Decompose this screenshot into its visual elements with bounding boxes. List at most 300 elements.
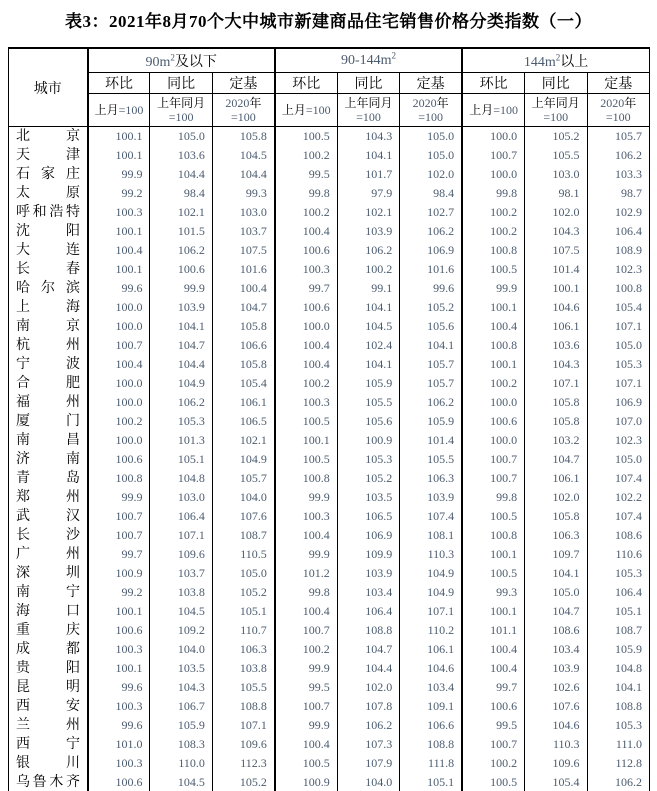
value-cell: 106.2 bbox=[337, 241, 399, 260]
value-cell: 108.6 bbox=[525, 621, 587, 640]
value-cell: 103.4 bbox=[337, 583, 399, 602]
value-cell: 105.8 bbox=[525, 507, 587, 526]
header-base bbox=[275, 94, 337, 127]
value-cell: 107.1 bbox=[587, 374, 650, 393]
value-cell: 103.0 bbox=[150, 488, 212, 507]
value-cell: 106.5 bbox=[337, 507, 399, 526]
city-name-text: 海口 bbox=[16, 604, 80, 619]
city-name bbox=[9, 184, 88, 203]
value-cell: 104.5 bbox=[150, 773, 212, 791]
value-cell: 110.2 bbox=[400, 621, 462, 640]
value-cell: 100.4 bbox=[275, 602, 337, 621]
value-cell: 103.0 bbox=[525, 165, 587, 184]
value-cell: 106.1 bbox=[400, 640, 462, 659]
value-cell: 108.6 bbox=[587, 526, 650, 545]
value-cell: 100.0 bbox=[275, 317, 337, 336]
city-name-text: 沈阳 bbox=[16, 224, 80, 239]
value-cell: 100.0 bbox=[88, 393, 150, 412]
city-name bbox=[9, 241, 88, 260]
value-cell: 100.6 bbox=[88, 621, 150, 640]
value-cell: 104.3 bbox=[337, 127, 399, 147]
value-cell: 100.4 bbox=[275, 336, 337, 355]
value-cell: 99.9 bbox=[150, 279, 212, 298]
value-cell: 100.0 bbox=[88, 374, 150, 393]
value-cell: 104.7 bbox=[337, 640, 399, 659]
value-cell: 104.8 bbox=[150, 469, 212, 488]
value-cell: 101.4 bbox=[525, 260, 587, 279]
value-cell: 106.4 bbox=[150, 507, 212, 526]
header-base bbox=[462, 94, 524, 127]
header-city bbox=[9, 48, 88, 127]
header-group-size: 90m bbox=[145, 54, 171, 70]
header-group-suffix: 及以下 bbox=[174, 54, 217, 70]
value-cell: 100.1 bbox=[462, 355, 524, 374]
value-cell: 99.2 bbox=[88, 583, 150, 602]
value-cell: 105.6 bbox=[337, 412, 399, 431]
value-cell: 100.6 bbox=[88, 450, 150, 469]
value-cell: 100.4 bbox=[275, 735, 337, 754]
value-cell: 100.8 bbox=[275, 469, 337, 488]
value-cell: 104.1 bbox=[337, 298, 399, 317]
value-cell: 99.6 bbox=[88, 279, 150, 298]
value-cell: 103.6 bbox=[525, 336, 587, 355]
value-cell: 99.9 bbox=[462, 279, 524, 298]
value-cell: 100.5 bbox=[275, 127, 337, 147]
city-name-text: 西安 bbox=[16, 699, 80, 714]
value-cell: 101.5 bbox=[150, 222, 212, 241]
table-row bbox=[9, 488, 650, 507]
value-cell: 108.8 bbox=[337, 621, 399, 640]
superscript-2: 2 bbox=[555, 51, 561, 62]
value-cell: 100.3 bbox=[275, 393, 337, 412]
value-cell: 105.3 bbox=[587, 355, 650, 374]
value-cell: 107.1 bbox=[587, 317, 650, 336]
value-cell: 107.1 bbox=[400, 602, 462, 621]
value-cell: 109.1 bbox=[400, 697, 462, 716]
value-cell: 99.7 bbox=[275, 279, 337, 298]
city-name-text: 武汉 bbox=[16, 509, 80, 524]
value-cell: 107.8 bbox=[337, 697, 399, 716]
table-row bbox=[9, 127, 650, 147]
value-cell: 107.1 bbox=[212, 716, 274, 735]
value-cell: 105.0 bbox=[525, 583, 587, 602]
value-cell: 99.9 bbox=[275, 488, 337, 507]
value-cell: 99.3 bbox=[462, 583, 524, 602]
value-cell: 104.1 bbox=[337, 355, 399, 374]
value-cell: 106.5 bbox=[212, 412, 274, 431]
value-cell: 103.9 bbox=[337, 564, 399, 583]
value-cell: 104.6 bbox=[525, 298, 587, 317]
value-cell: 109.6 bbox=[212, 735, 274, 754]
value-cell: 100.7 bbox=[88, 526, 150, 545]
value-cell: 102.0 bbox=[337, 678, 399, 697]
value-cell: 111.8 bbox=[400, 754, 462, 773]
city-name-text: 太原 bbox=[16, 186, 80, 201]
value-cell: 107.4 bbox=[587, 507, 650, 526]
value-cell: 103.7 bbox=[212, 222, 274, 241]
value-cell: 107.6 bbox=[525, 697, 587, 716]
value-cell: 106.9 bbox=[587, 393, 650, 412]
header-base-text: 2020 bbox=[225, 96, 250, 110]
value-cell: 100.7 bbox=[88, 507, 150, 526]
city-name bbox=[9, 545, 88, 564]
city-name-text: 济南 bbox=[16, 452, 80, 467]
header-base bbox=[212, 94, 274, 127]
header-base-text: 上年同月 bbox=[157, 96, 206, 110]
value-cell: 100.1 bbox=[462, 298, 524, 317]
table-header bbox=[9, 48, 650, 127]
superscript-2: 2 bbox=[391, 49, 396, 60]
value-cell: 112.3 bbox=[212, 754, 274, 773]
city-name-text: 合肥 bbox=[16, 376, 80, 391]
table-row bbox=[9, 716, 650, 735]
value-cell: 105.3 bbox=[587, 564, 650, 583]
value-cell: 104.3 bbox=[525, 355, 587, 374]
header-base-text: =100 bbox=[118, 103, 144, 117]
value-cell: 102.7 bbox=[400, 203, 462, 222]
value-cell: 105.1 bbox=[400, 773, 462, 791]
value-cell: 104.8 bbox=[587, 659, 650, 678]
value-cell: 104.1 bbox=[337, 146, 399, 165]
header-metric: 环比 bbox=[88, 73, 150, 94]
value-cell: 105.2 bbox=[400, 298, 462, 317]
value-cell: 104.7 bbox=[525, 602, 587, 621]
value-cell: 100.7 bbox=[462, 450, 524, 469]
city-name bbox=[9, 735, 88, 754]
header-metric-row bbox=[9, 73, 650, 94]
header-base bbox=[400, 94, 462, 127]
value-cell: 100.1 bbox=[462, 602, 524, 621]
value-cell: 100.4 bbox=[275, 355, 337, 374]
header-group-under90 bbox=[88, 48, 275, 73]
value-cell: 99.1 bbox=[337, 279, 399, 298]
city-name-text: 广州 bbox=[16, 547, 80, 562]
value-cell: 106.4 bbox=[337, 602, 399, 621]
value-cell: 98.4 bbox=[400, 184, 462, 203]
table-row bbox=[9, 431, 650, 450]
table-row bbox=[9, 412, 650, 431]
value-cell: 104.0 bbox=[212, 488, 274, 507]
table-row bbox=[9, 754, 650, 773]
value-cell: 100.5 bbox=[275, 412, 337, 431]
value-cell: 105.1 bbox=[150, 450, 212, 469]
value-cell: 104.4 bbox=[337, 659, 399, 678]
value-cell: 103.9 bbox=[400, 488, 462, 507]
value-cell: 100.2 bbox=[462, 222, 524, 241]
value-cell: 103.5 bbox=[337, 488, 399, 507]
table-body bbox=[9, 127, 650, 791]
value-cell: 104.1 bbox=[400, 336, 462, 355]
value-cell: 102.4 bbox=[337, 336, 399, 355]
value-cell: 100.4 bbox=[462, 317, 524, 336]
value-cell: 111.0 bbox=[587, 735, 650, 754]
value-cell: 109.7 bbox=[525, 545, 587, 564]
table-row bbox=[9, 735, 650, 754]
value-cell: 100.8 bbox=[462, 336, 524, 355]
table-row bbox=[9, 469, 650, 488]
value-cell: 102.0 bbox=[525, 203, 587, 222]
value-cell: 107.3 bbox=[337, 735, 399, 754]
header-group-suffix: 以上 bbox=[560, 54, 589, 70]
value-cell: 105.7 bbox=[587, 127, 650, 147]
city-name bbox=[9, 754, 88, 773]
value-cell: 100.4 bbox=[88, 355, 150, 374]
value-cell: 97.9 bbox=[337, 184, 399, 203]
city-name-text: 天津 bbox=[16, 148, 80, 163]
header-group-over144 bbox=[462, 48, 649, 73]
header-base-text: =100 bbox=[493, 103, 518, 117]
city-name-text: 昆明 bbox=[16, 680, 80, 695]
city-name-text: 兰州 bbox=[16, 718, 80, 733]
value-cell: 102.2 bbox=[587, 488, 650, 507]
value-cell: 105.4 bbox=[525, 773, 587, 791]
value-cell: 106.9 bbox=[337, 526, 399, 545]
value-cell: 103.9 bbox=[337, 222, 399, 241]
value-cell: 99.9 bbox=[275, 545, 337, 564]
value-cell: 99.9 bbox=[88, 488, 150, 507]
value-cell: 100.1 bbox=[462, 545, 524, 564]
value-cell: 104.9 bbox=[400, 583, 462, 602]
table-row bbox=[9, 355, 650, 374]
value-cell: 110.3 bbox=[525, 735, 587, 754]
value-cell: 100.3 bbox=[88, 203, 150, 222]
value-cell: 100.0 bbox=[462, 127, 524, 147]
value-cell: 100.2 bbox=[275, 146, 337, 165]
value-cell: 104.4 bbox=[150, 165, 212, 184]
table-row bbox=[9, 146, 650, 165]
value-cell: 102.1 bbox=[212, 431, 274, 450]
city-name-text: 大连 bbox=[16, 243, 80, 258]
value-cell: 100.5 bbox=[462, 773, 524, 791]
value-cell: 106.1 bbox=[212, 393, 274, 412]
table-row bbox=[9, 526, 650, 545]
value-cell: 102.0 bbox=[400, 165, 462, 184]
city-name bbox=[9, 621, 88, 640]
city-name-text: 宁波 bbox=[16, 357, 80, 372]
value-cell: 100.7 bbox=[462, 146, 524, 165]
value-cell: 103.9 bbox=[525, 659, 587, 678]
value-cell: 110.5 bbox=[212, 545, 274, 564]
city-name bbox=[9, 336, 88, 355]
superscript-2: 2 bbox=[170, 51, 175, 62]
value-cell: 100.1 bbox=[525, 279, 587, 298]
value-cell: 103.5 bbox=[150, 659, 212, 678]
table-row bbox=[9, 222, 650, 241]
value-cell: 100.6 bbox=[88, 773, 150, 791]
table-row bbox=[9, 184, 650, 203]
value-cell: 110.6 bbox=[587, 545, 650, 564]
header-group-size: 144m bbox=[523, 54, 556, 70]
city-name bbox=[9, 488, 88, 507]
city-name-text: 南京 bbox=[16, 319, 80, 334]
city-name-text: 呼和浩特 bbox=[16, 205, 80, 220]
value-cell: 105.8 bbox=[212, 317, 274, 336]
value-cell: 103.6 bbox=[150, 146, 212, 165]
city-name bbox=[9, 317, 88, 336]
value-cell: 105.6 bbox=[400, 317, 462, 336]
header-metric: 同比 bbox=[150, 73, 212, 94]
city-name bbox=[9, 697, 88, 716]
table-row bbox=[9, 602, 650, 621]
value-cell: 105.2 bbox=[212, 583, 274, 602]
value-cell: 101.6 bbox=[212, 260, 274, 279]
value-cell: 100.2 bbox=[462, 203, 524, 222]
city-name bbox=[9, 393, 88, 412]
city-name bbox=[9, 564, 88, 583]
value-cell: 105.7 bbox=[400, 355, 462, 374]
value-cell: 105.5 bbox=[400, 450, 462, 469]
value-cell: 107.1 bbox=[150, 526, 212, 545]
city-name bbox=[9, 773, 88, 791]
city-name-text: 长沙 bbox=[16, 528, 80, 543]
city-name bbox=[9, 678, 88, 697]
value-cell: 105.0 bbox=[400, 146, 462, 165]
value-cell: 104.9 bbox=[400, 564, 462, 583]
value-cell: 100.2 bbox=[275, 374, 337, 393]
value-cell: 107.5 bbox=[212, 241, 274, 260]
value-cell: 100.3 bbox=[88, 697, 150, 716]
value-cell: 103.3 bbox=[587, 165, 650, 184]
table-row bbox=[9, 317, 650, 336]
value-cell: 106.1 bbox=[525, 469, 587, 488]
value-cell: 100.1 bbox=[88, 146, 150, 165]
city-name-text: 乌鲁木齐 bbox=[16, 775, 80, 790]
city-name bbox=[9, 659, 88, 678]
value-cell: 100.7 bbox=[462, 469, 524, 488]
value-cell: 104.1 bbox=[150, 317, 212, 336]
value-cell: 110.3 bbox=[400, 545, 462, 564]
value-cell: 105.8 bbox=[525, 393, 587, 412]
value-cell: 104.4 bbox=[212, 165, 274, 184]
header-metric: 定基 bbox=[587, 73, 650, 94]
value-cell: 106.3 bbox=[212, 640, 274, 659]
header-city-label: 城市 bbox=[33, 81, 62, 97]
value-cell: 100.4 bbox=[88, 241, 150, 260]
header-base-text: =100 bbox=[418, 110, 444, 124]
value-cell: 100.6 bbox=[462, 412, 524, 431]
city-name bbox=[9, 602, 88, 621]
value-cell: 104.1 bbox=[525, 564, 587, 583]
value-cell: 98.4 bbox=[150, 184, 212, 203]
value-cell: 100.9 bbox=[275, 773, 337, 791]
value-cell: 105.2 bbox=[337, 469, 399, 488]
value-cell: 101.4 bbox=[400, 431, 462, 450]
city-name bbox=[9, 583, 88, 602]
value-cell: 100.1 bbox=[88, 222, 150, 241]
table-row bbox=[9, 165, 650, 184]
header-metric: 环比 bbox=[275, 73, 337, 94]
city-name bbox=[9, 260, 88, 279]
header-metric: 定基 bbox=[400, 73, 462, 94]
value-cell: 104.9 bbox=[212, 450, 274, 469]
value-cell: 104.3 bbox=[150, 678, 212, 697]
value-cell: 100.5 bbox=[275, 754, 337, 773]
value-cell: 100.0 bbox=[88, 317, 150, 336]
value-cell: 105.5 bbox=[337, 393, 399, 412]
value-cell: 108.8 bbox=[400, 735, 462, 754]
value-cell: 106.2 bbox=[587, 146, 650, 165]
value-cell: 104.9 bbox=[150, 374, 212, 393]
value-cell: 100.2 bbox=[275, 640, 337, 659]
value-cell: 99.6 bbox=[400, 279, 462, 298]
value-cell: 106.4 bbox=[587, 222, 650, 241]
value-cell: 108.9 bbox=[587, 241, 650, 260]
value-cell: 103.8 bbox=[212, 659, 274, 678]
value-cell: 100.5 bbox=[462, 564, 524, 583]
value-cell: 104.0 bbox=[337, 773, 399, 791]
city-name-text: 杭州 bbox=[16, 338, 80, 353]
city-name bbox=[9, 222, 88, 241]
city-name-text: 银川 bbox=[16, 756, 80, 771]
value-cell: 107.1 bbox=[525, 374, 587, 393]
value-cell: 104.1 bbox=[587, 678, 650, 697]
table-row bbox=[9, 545, 650, 564]
header-base-text: 上月 bbox=[94, 103, 119, 117]
value-cell: 100.1 bbox=[88, 260, 150, 279]
value-cell: 99.9 bbox=[275, 659, 337, 678]
table-row bbox=[9, 583, 650, 602]
value-cell: 110.0 bbox=[150, 754, 212, 773]
city-name bbox=[9, 412, 88, 431]
table-title: 表3：2021年8月70个大中城市新建商品住宅销售价格分类指数（一） bbox=[65, 12, 592, 31]
header-base-text: 年 bbox=[249, 96, 262, 110]
value-cell: 99.5 bbox=[275, 165, 337, 184]
value-cell: 105.0 bbox=[212, 564, 274, 583]
header-base bbox=[337, 94, 399, 127]
value-cell: 106.1 bbox=[525, 317, 587, 336]
city-name-text: 青岛 bbox=[16, 471, 80, 486]
value-cell: 106.2 bbox=[150, 393, 212, 412]
value-cell: 100.7 bbox=[462, 735, 524, 754]
header-base bbox=[150, 94, 212, 127]
value-cell: 108.7 bbox=[212, 526, 274, 545]
value-cell: 103.0 bbox=[212, 203, 274, 222]
value-cell: 106.4 bbox=[587, 583, 650, 602]
value-cell: 105.8 bbox=[212, 355, 274, 374]
city-name bbox=[9, 526, 88, 545]
value-cell: 100.7 bbox=[275, 621, 337, 640]
value-cell: 100.8 bbox=[88, 469, 150, 488]
value-cell: 107.6 bbox=[212, 507, 274, 526]
value-cell: 105.9 bbox=[587, 640, 650, 659]
value-cell: 100.8 bbox=[587, 279, 650, 298]
value-cell: 101.0 bbox=[88, 735, 150, 754]
value-cell: 100.4 bbox=[462, 640, 524, 659]
value-cell: 105.1 bbox=[587, 602, 650, 621]
value-cell: 108.1 bbox=[400, 526, 462, 545]
value-cell: 109.6 bbox=[525, 754, 587, 773]
header-metric: 同比 bbox=[337, 73, 399, 94]
table-row bbox=[9, 393, 650, 412]
city-name bbox=[9, 298, 88, 317]
value-cell: 106.6 bbox=[212, 336, 274, 355]
header-base-text: 年 bbox=[624, 96, 637, 110]
city-name-text: 厦门 bbox=[16, 414, 80, 429]
header-base-text: =100 bbox=[168, 110, 194, 124]
value-cell: 100.3 bbox=[275, 260, 337, 279]
value-cell: 104.7 bbox=[150, 336, 212, 355]
value-cell: 99.8 bbox=[275, 184, 337, 203]
value-cell: 100.4 bbox=[275, 222, 337, 241]
value-cell: 99.7 bbox=[88, 545, 150, 564]
city-name-text: 长春 bbox=[16, 262, 80, 277]
city-name bbox=[9, 165, 88, 184]
value-cell: 100.4 bbox=[275, 526, 337, 545]
value-cell: 104.6 bbox=[525, 716, 587, 735]
value-cell: 100.2 bbox=[275, 203, 337, 222]
value-cell: 107.5 bbox=[525, 241, 587, 260]
value-cell: 101.3 bbox=[150, 431, 212, 450]
